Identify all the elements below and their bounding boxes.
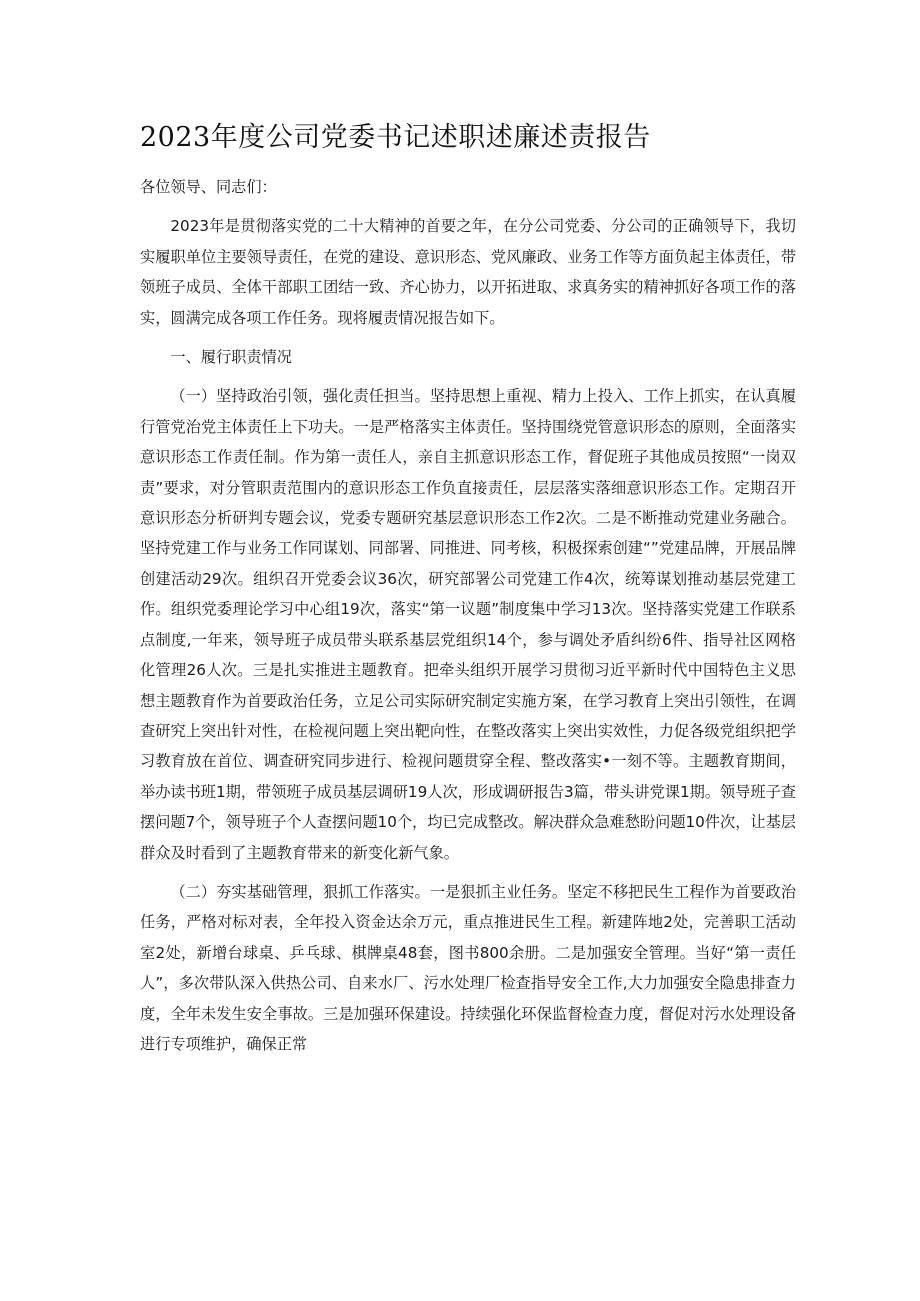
intro-paragraph: 2023年是贯彻落实党的二十大精神的首要之年，在分公司党委、分公司的正确领导下，我切实履职单位主要领导责任，在党的建设、意识形态、党风廉政、业务工作等方面负起主体责任，带领班子成员、全体干部职工团结一致、齐心协力，以开拓进取、求真务实的精神抓好各项工作的落实，圆满完成各项工作任务。现将履责情况报告如下。 — [140, 217, 796, 327]
section-2-paragraph: （二）夯实基础管理，狠抓工作落实。一是狠抓主业任务。坚定不移把民生工程作为首要政治任务，严格对标对表，全年投入资金达余万元，重点推进民生工程。新建阵地2处，完善职工活动室2处，新增台球桌、乒乓球、棋牌桌48套，图书800余册。二是加强安全管理。当好“第一责任人”，多次带队深入供热公司、自来水厂、污水处理厂检查指导安全工作,大力加强安全隐患排查力度，全年未发生安全事故。三是加强环保建设。持续强化环保监督检查力度，督促对污水处理设备进行专项维护，确保正常 — [140, 882, 796, 1053]
section-1-paragraph: （一）坚持政治引领，强化责任担当。坚持思想上重视、精力上投入、工作上抓实，在认真履行管党治党主体责任上下功夫。一是严格落实主体责任。坚持围绕党管意识形态的原则，全面落实意识形态工作责任制。作为第一责任人，亲自主抓意识形态工作，督促班子其他成员按照“一岗双责”要求，对分管职责范围内的意识形态工作负直接责任，层层落实落细意识形态工作。定期召开意识形态分析研判专题会议，党委专题研究基层意识形态工作2次。二是不断推动党建业务融合。坚持党建工作与业务工作同谋划、同部署、同推进、同考核，积极探索创建“”党建品牌，开展品牌创建活动29次。组织召开党委会议36次，研究部署公司党建工作4次，统筹谋划推动基层党建工作。组织党委理论学习中心组19次，落实“第一议题”制度集中学习13次。坚持落实党建工作联系点制度,一年来，领导班子成员带头联系基层党组织14个，参与调处矛盾纠纷6件、指导社区网格化管理26人次。三是扎实推进主题教育。把牵头组织开展学习贯彻习近平新时代中国特色主义思想主题教育作为首要政治任务，立足公司实际研究制定实施方案，在学习教育上突出引领性，在调查研究上突出针对性，在检视问题上突出靶向性，在整改落实上突出实效性，力促各级党组织把学习教育放在首位、调查研究同步进行、检视问题贯穿全程、整改落实•一刻不等。主题教育期间，举办读书班1期，带领班子成员基层调研19人次，形成调研报告3篇，带头讲党课1期。领导班子查摆问题7个，领导班子个人查摆问题10个，均已完成整改。解决群众急难愁盼问题10件次，让基层群众及时看到了主题教育带来的新变化新气象。 — [140, 387, 796, 862]
document-body — [140, 172, 796, 1068]
salutation: 各位领导、同志们： — [140, 178, 277, 196]
section-heading: 一、履行职责情况 — [170, 348, 292, 367]
document-title: 2023年度公司党委书记述职述廉述责报告 — [140, 122, 651, 153]
